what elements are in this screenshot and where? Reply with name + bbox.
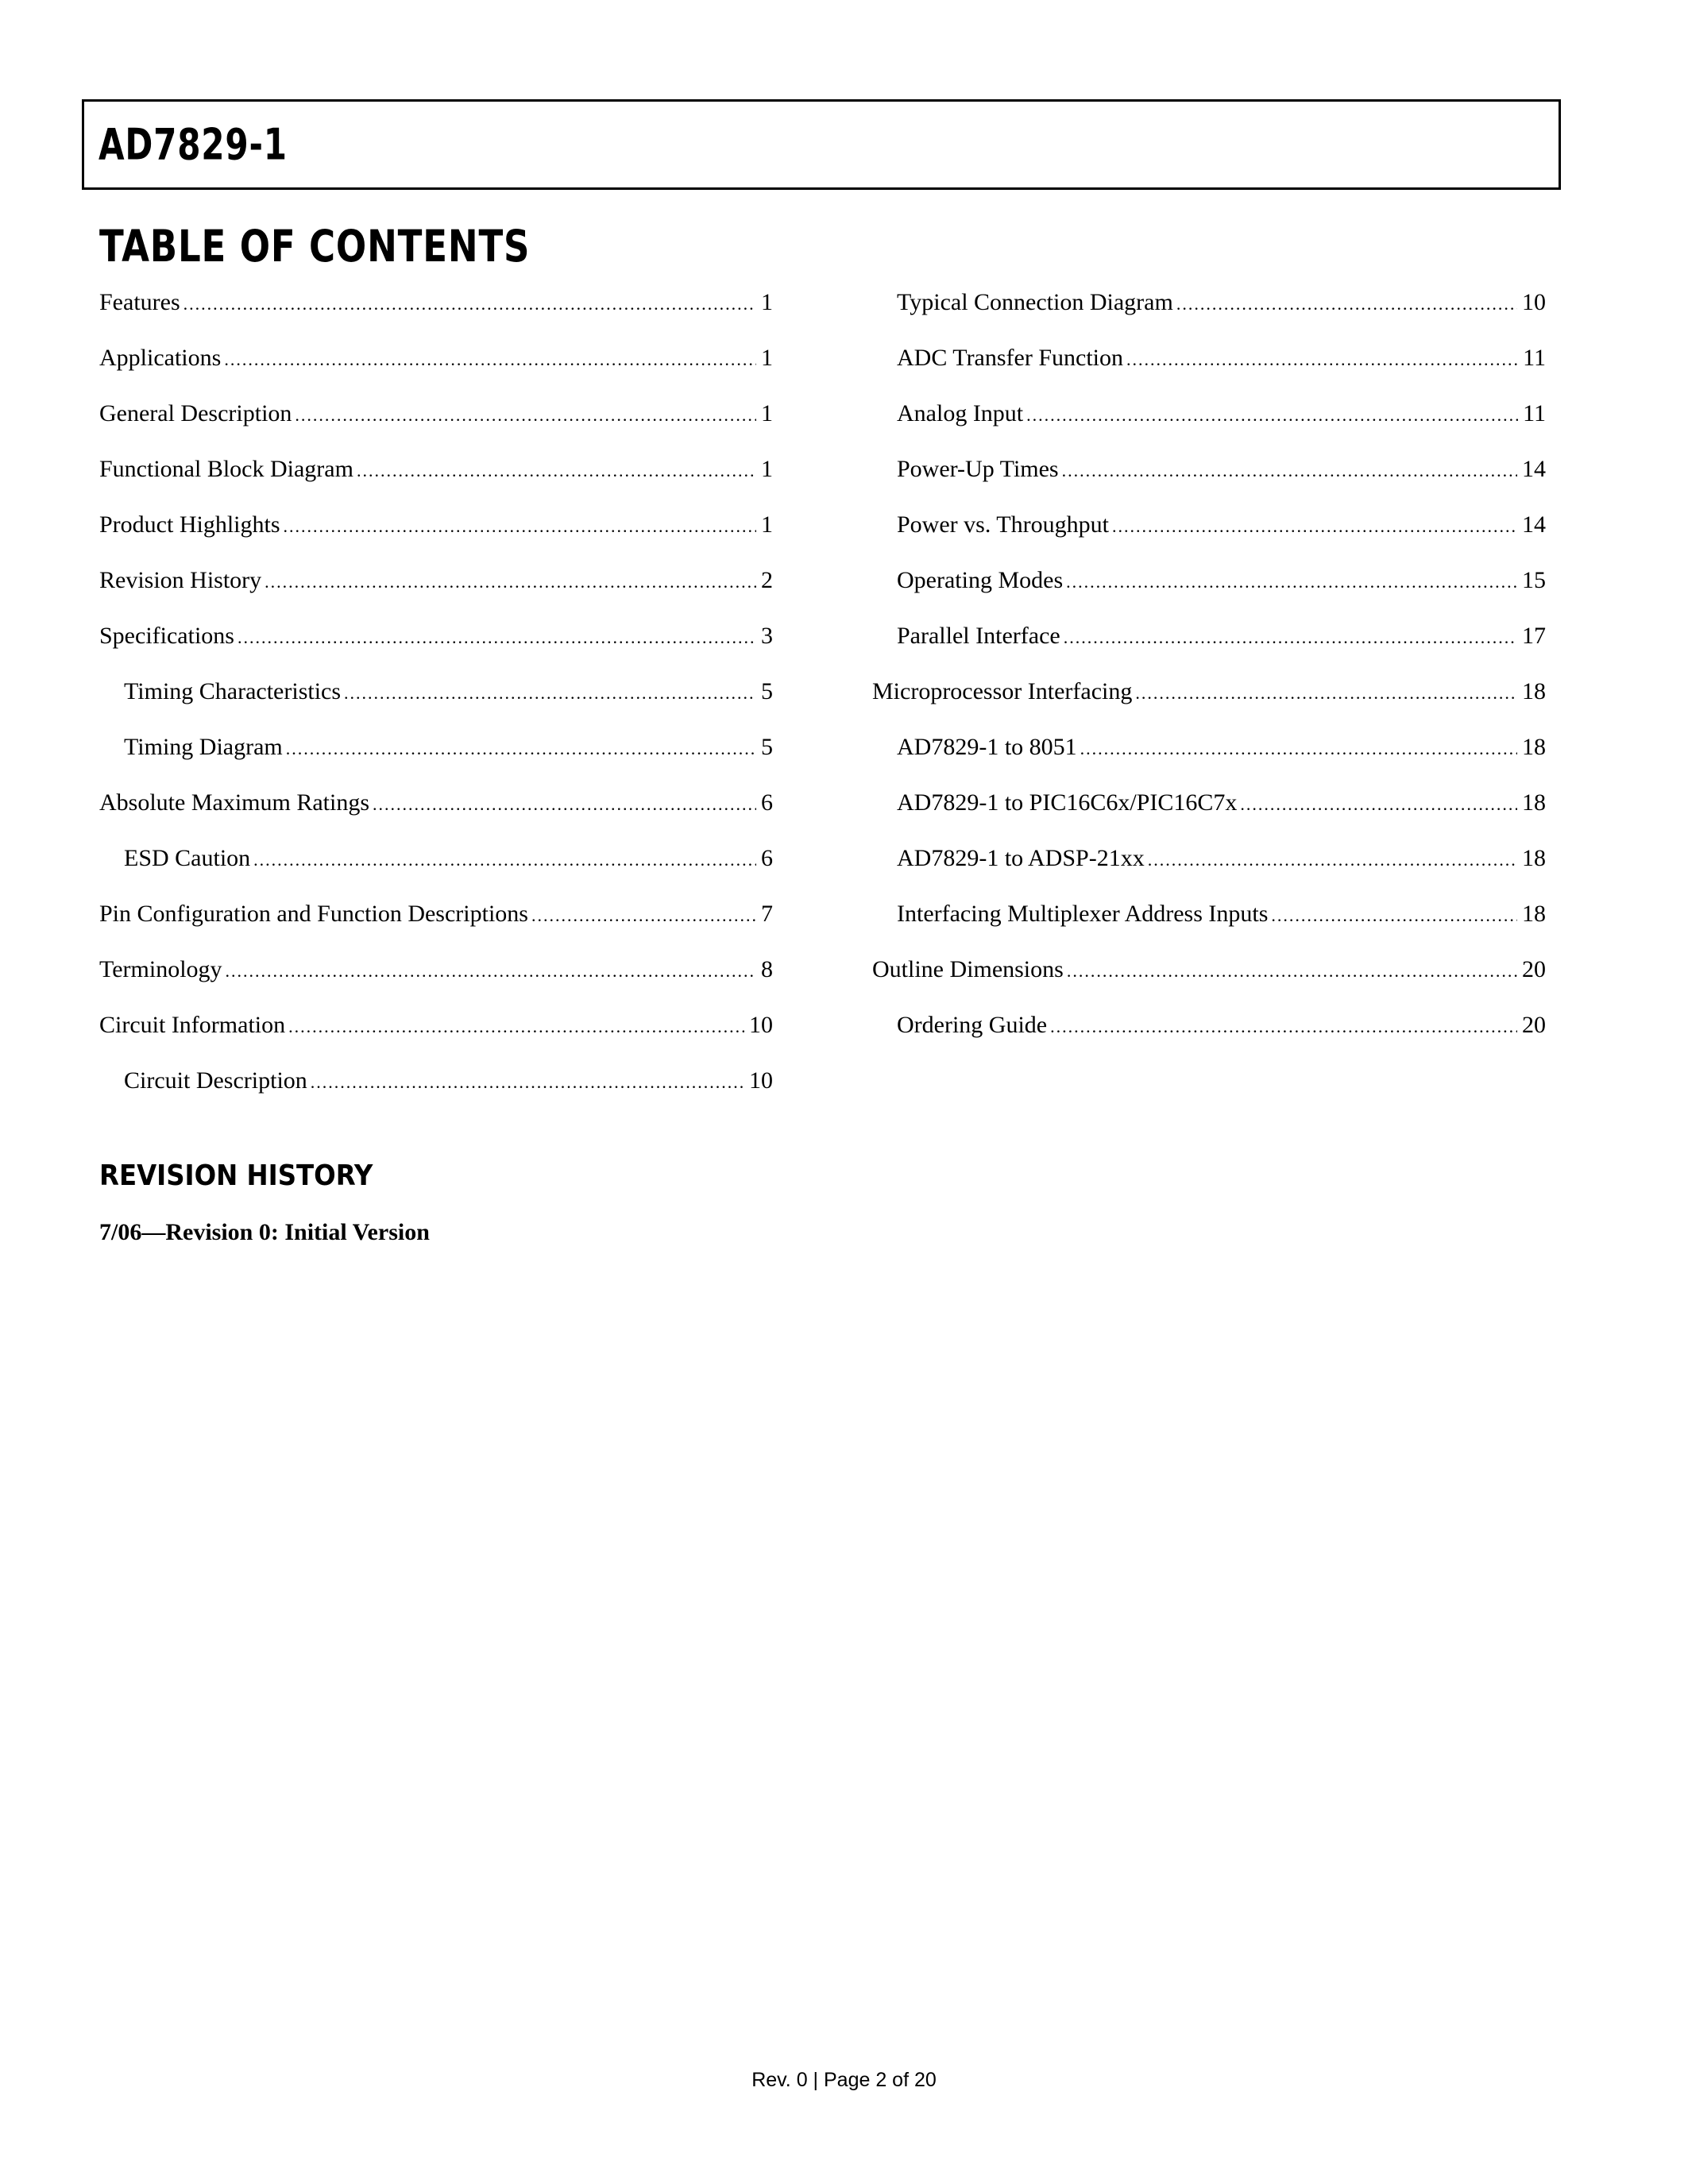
toc-entry[interactable] bbox=[99, 616, 773, 672]
toc-leader-dots bbox=[183, 284, 756, 324]
toc-entry-label: AD7829-1 to 8051 bbox=[897, 734, 1077, 760]
toc-entry[interactable] bbox=[99, 561, 773, 616]
toc-entry[interactable] bbox=[872, 338, 1546, 394]
toc-entry[interactable] bbox=[99, 839, 773, 894]
toc-title: TABLE OF CONTENTS bbox=[99, 221, 531, 272]
toc-entry-label: Features bbox=[99, 289, 180, 315]
toc-entry[interactable] bbox=[872, 1005, 1546, 1061]
revision-entry: 7/06—Revision 0: Initial Version bbox=[99, 1219, 430, 1245]
toc-leader-dots bbox=[1271, 896, 1517, 936]
toc-entry-label: AD7829-1 to PIC16C6x/PIC16C7x bbox=[897, 789, 1238, 816]
toc-entry-label: Timing Diagram bbox=[124, 734, 283, 760]
toc-entry-page: 14 bbox=[1522, 456, 1546, 482]
toc-entry[interactable] bbox=[872, 950, 1546, 1005]
toc-entry-page: 11 bbox=[1523, 400, 1546, 426]
toc-entry-page: 5 bbox=[761, 734, 773, 760]
toc-entry[interactable] bbox=[99, 727, 773, 783]
toc-entry-label: Power vs. Throughput bbox=[897, 511, 1109, 538]
toc-entry-label: Operating Modes bbox=[897, 567, 1064, 593]
toc-entry[interactable] bbox=[99, 950, 773, 1005]
toc-column-right bbox=[872, 283, 1546, 1061]
toc-entry[interactable] bbox=[99, 450, 773, 505]
toc-entry-label: Functional Block Diagram bbox=[99, 456, 353, 482]
toc-leader-dots bbox=[1176, 284, 1517, 324]
toc-leader-dots bbox=[1240, 785, 1517, 824]
toc-entry[interactable] bbox=[872, 561, 1546, 616]
toc-entry-label: AD7829-1 to ADSP-21xx bbox=[897, 845, 1145, 871]
toc-leader-dots bbox=[224, 340, 756, 380]
toc-entry[interactable] bbox=[872, 283, 1546, 338]
toc-entry-page: 11 bbox=[1523, 345, 1546, 371]
toc-entry[interactable] bbox=[99, 394, 773, 450]
toc-column-left bbox=[99, 283, 773, 1117]
toc-leader-dots bbox=[1066, 562, 1517, 602]
toc-entry-label: Pin Configuration and Function Descriptions bbox=[99, 901, 528, 927]
toc-entry-label: Interfacing Multiplexer Address Inputs bbox=[897, 901, 1269, 927]
toc-entry-page: 1 bbox=[761, 345, 773, 371]
toc-leader-dots bbox=[344, 673, 756, 713]
toc-entry[interactable] bbox=[872, 505, 1546, 561]
toc-leader-dots bbox=[288, 1007, 744, 1047]
toc-entry[interactable] bbox=[872, 672, 1546, 727]
toc-entry-page: 10 bbox=[1522, 289, 1546, 315]
toc-entry[interactable] bbox=[99, 338, 773, 394]
toc-leader-dots bbox=[284, 507, 756, 546]
toc-entry-label: Timing Characteristics bbox=[124, 678, 342, 704]
toc-leader-dots bbox=[1026, 396, 1518, 435]
toc-entry-label: ESD Caution bbox=[124, 845, 251, 871]
toc-entry-label: Analog Input bbox=[897, 400, 1024, 426]
toc-leader-dots bbox=[1050, 1007, 1517, 1047]
toc-entry-page: 18 bbox=[1522, 901, 1546, 927]
toc-entry-page: 10 bbox=[749, 1067, 773, 1094]
toc-entry-page: 18 bbox=[1522, 734, 1546, 760]
toc-entry-page: 7 bbox=[761, 901, 773, 927]
toc-entry-label: Power-Up Times bbox=[897, 456, 1059, 482]
toc-entry-label: Circuit Information bbox=[99, 1012, 286, 1038]
toc-entry-label: Circuit Description bbox=[124, 1067, 307, 1094]
toc-entry-page: 1 bbox=[761, 400, 773, 426]
toc-entry-page: 1 bbox=[761, 456, 773, 482]
toc-leader-dots bbox=[311, 1063, 744, 1102]
toc-leader-dots bbox=[265, 562, 756, 602]
toc-entry-label: Applications bbox=[99, 345, 222, 371]
toc-entry[interactable] bbox=[99, 283, 773, 338]
toc-entry[interactable] bbox=[872, 839, 1546, 894]
toc-leader-dots bbox=[1112, 507, 1517, 546]
toc-entry[interactable] bbox=[99, 1061, 773, 1117]
toc-entry-label: Outline Dimensions bbox=[872, 956, 1064, 982]
toc-entry[interactable] bbox=[872, 894, 1546, 950]
toc-entry-page: 6 bbox=[761, 845, 773, 871]
toc-entry-label: Ordering Guide bbox=[897, 1012, 1048, 1038]
toc-leader-dots bbox=[1062, 451, 1517, 491]
document-id: AD7829-1 bbox=[98, 119, 288, 170]
toc-entry-page: 18 bbox=[1522, 678, 1546, 704]
revision-history-heading: REVISION HISTORY bbox=[99, 1160, 373, 1192]
header-box bbox=[82, 99, 1561, 190]
toc-entry-page: 17 bbox=[1522, 623, 1546, 649]
toc-entry-label: Terminology bbox=[99, 956, 222, 982]
toc-entry-label: Typical Connection Diagram bbox=[897, 289, 1173, 315]
toc-leader-dots bbox=[1126, 340, 1518, 380]
toc-leader-dots bbox=[1135, 673, 1517, 713]
toc-leader-dots bbox=[1067, 951, 1517, 991]
toc-leader-dots bbox=[373, 785, 756, 824]
page-footer: Rev. 0 | Page 2 of 20 bbox=[751, 2069, 937, 2091]
toc-entry-page: 10 bbox=[749, 1012, 773, 1038]
toc-entry-label: Parallel Interface bbox=[897, 623, 1060, 649]
toc-entry-label: ADC Transfer Function bbox=[897, 345, 1124, 371]
toc-entry-page: 18 bbox=[1522, 845, 1546, 871]
toc-leader-dots bbox=[295, 396, 756, 435]
toc-entry-page: 3 bbox=[761, 623, 773, 649]
toc-leader-dots bbox=[357, 451, 756, 491]
toc-leader-dots bbox=[1148, 840, 1517, 880]
toc-entry[interactable] bbox=[872, 450, 1546, 505]
toc-entry-page: 5 bbox=[761, 678, 773, 704]
toc-entry[interactable] bbox=[872, 783, 1546, 839]
toc-entry-page: 2 bbox=[761, 567, 773, 593]
toc-leader-dots bbox=[253, 840, 756, 880]
toc-entry[interactable] bbox=[99, 894, 773, 950]
toc-entry-page: 1 bbox=[761, 511, 773, 538]
toc-entry-page: 6 bbox=[761, 789, 773, 816]
toc-leader-dots bbox=[226, 951, 756, 991]
toc-entry-page: 20 bbox=[1522, 956, 1546, 982]
toc-entry-label: Specifications bbox=[99, 623, 234, 649]
toc-leader-dots bbox=[1064, 618, 1517, 658]
toc-leader-dots bbox=[286, 729, 756, 769]
toc-entry-label: Revision History bbox=[99, 567, 262, 593]
toc-leader-dots bbox=[238, 618, 756, 658]
toc-entry-label: Absolute Maximum Ratings bbox=[99, 789, 369, 816]
toc-entry-label: Product Highlights bbox=[99, 511, 280, 538]
toc-entry[interactable] bbox=[872, 394, 1546, 450]
toc-entry[interactable] bbox=[872, 616, 1546, 672]
toc-entry[interactable] bbox=[99, 672, 773, 727]
toc-leader-dots bbox=[1080, 729, 1517, 769]
toc-entry[interactable] bbox=[99, 505, 773, 561]
toc-entry-label: Microprocessor Interfacing bbox=[872, 678, 1133, 704]
toc-entry-page: 18 bbox=[1522, 789, 1546, 816]
toc-entry-page: 8 bbox=[761, 956, 773, 982]
toc-entry-label: General Description bbox=[99, 400, 292, 426]
toc-leader-dots bbox=[531, 896, 756, 936]
toc-entry[interactable] bbox=[872, 727, 1546, 783]
toc-entry[interactable] bbox=[99, 1005, 773, 1061]
toc-entry-page: 14 bbox=[1522, 511, 1546, 538]
toc-entry-page: 15 bbox=[1522, 567, 1546, 593]
toc-entry-page: 20 bbox=[1522, 1012, 1546, 1038]
toc-entry-page: 1 bbox=[761, 289, 773, 315]
toc-entry[interactable] bbox=[99, 783, 773, 839]
